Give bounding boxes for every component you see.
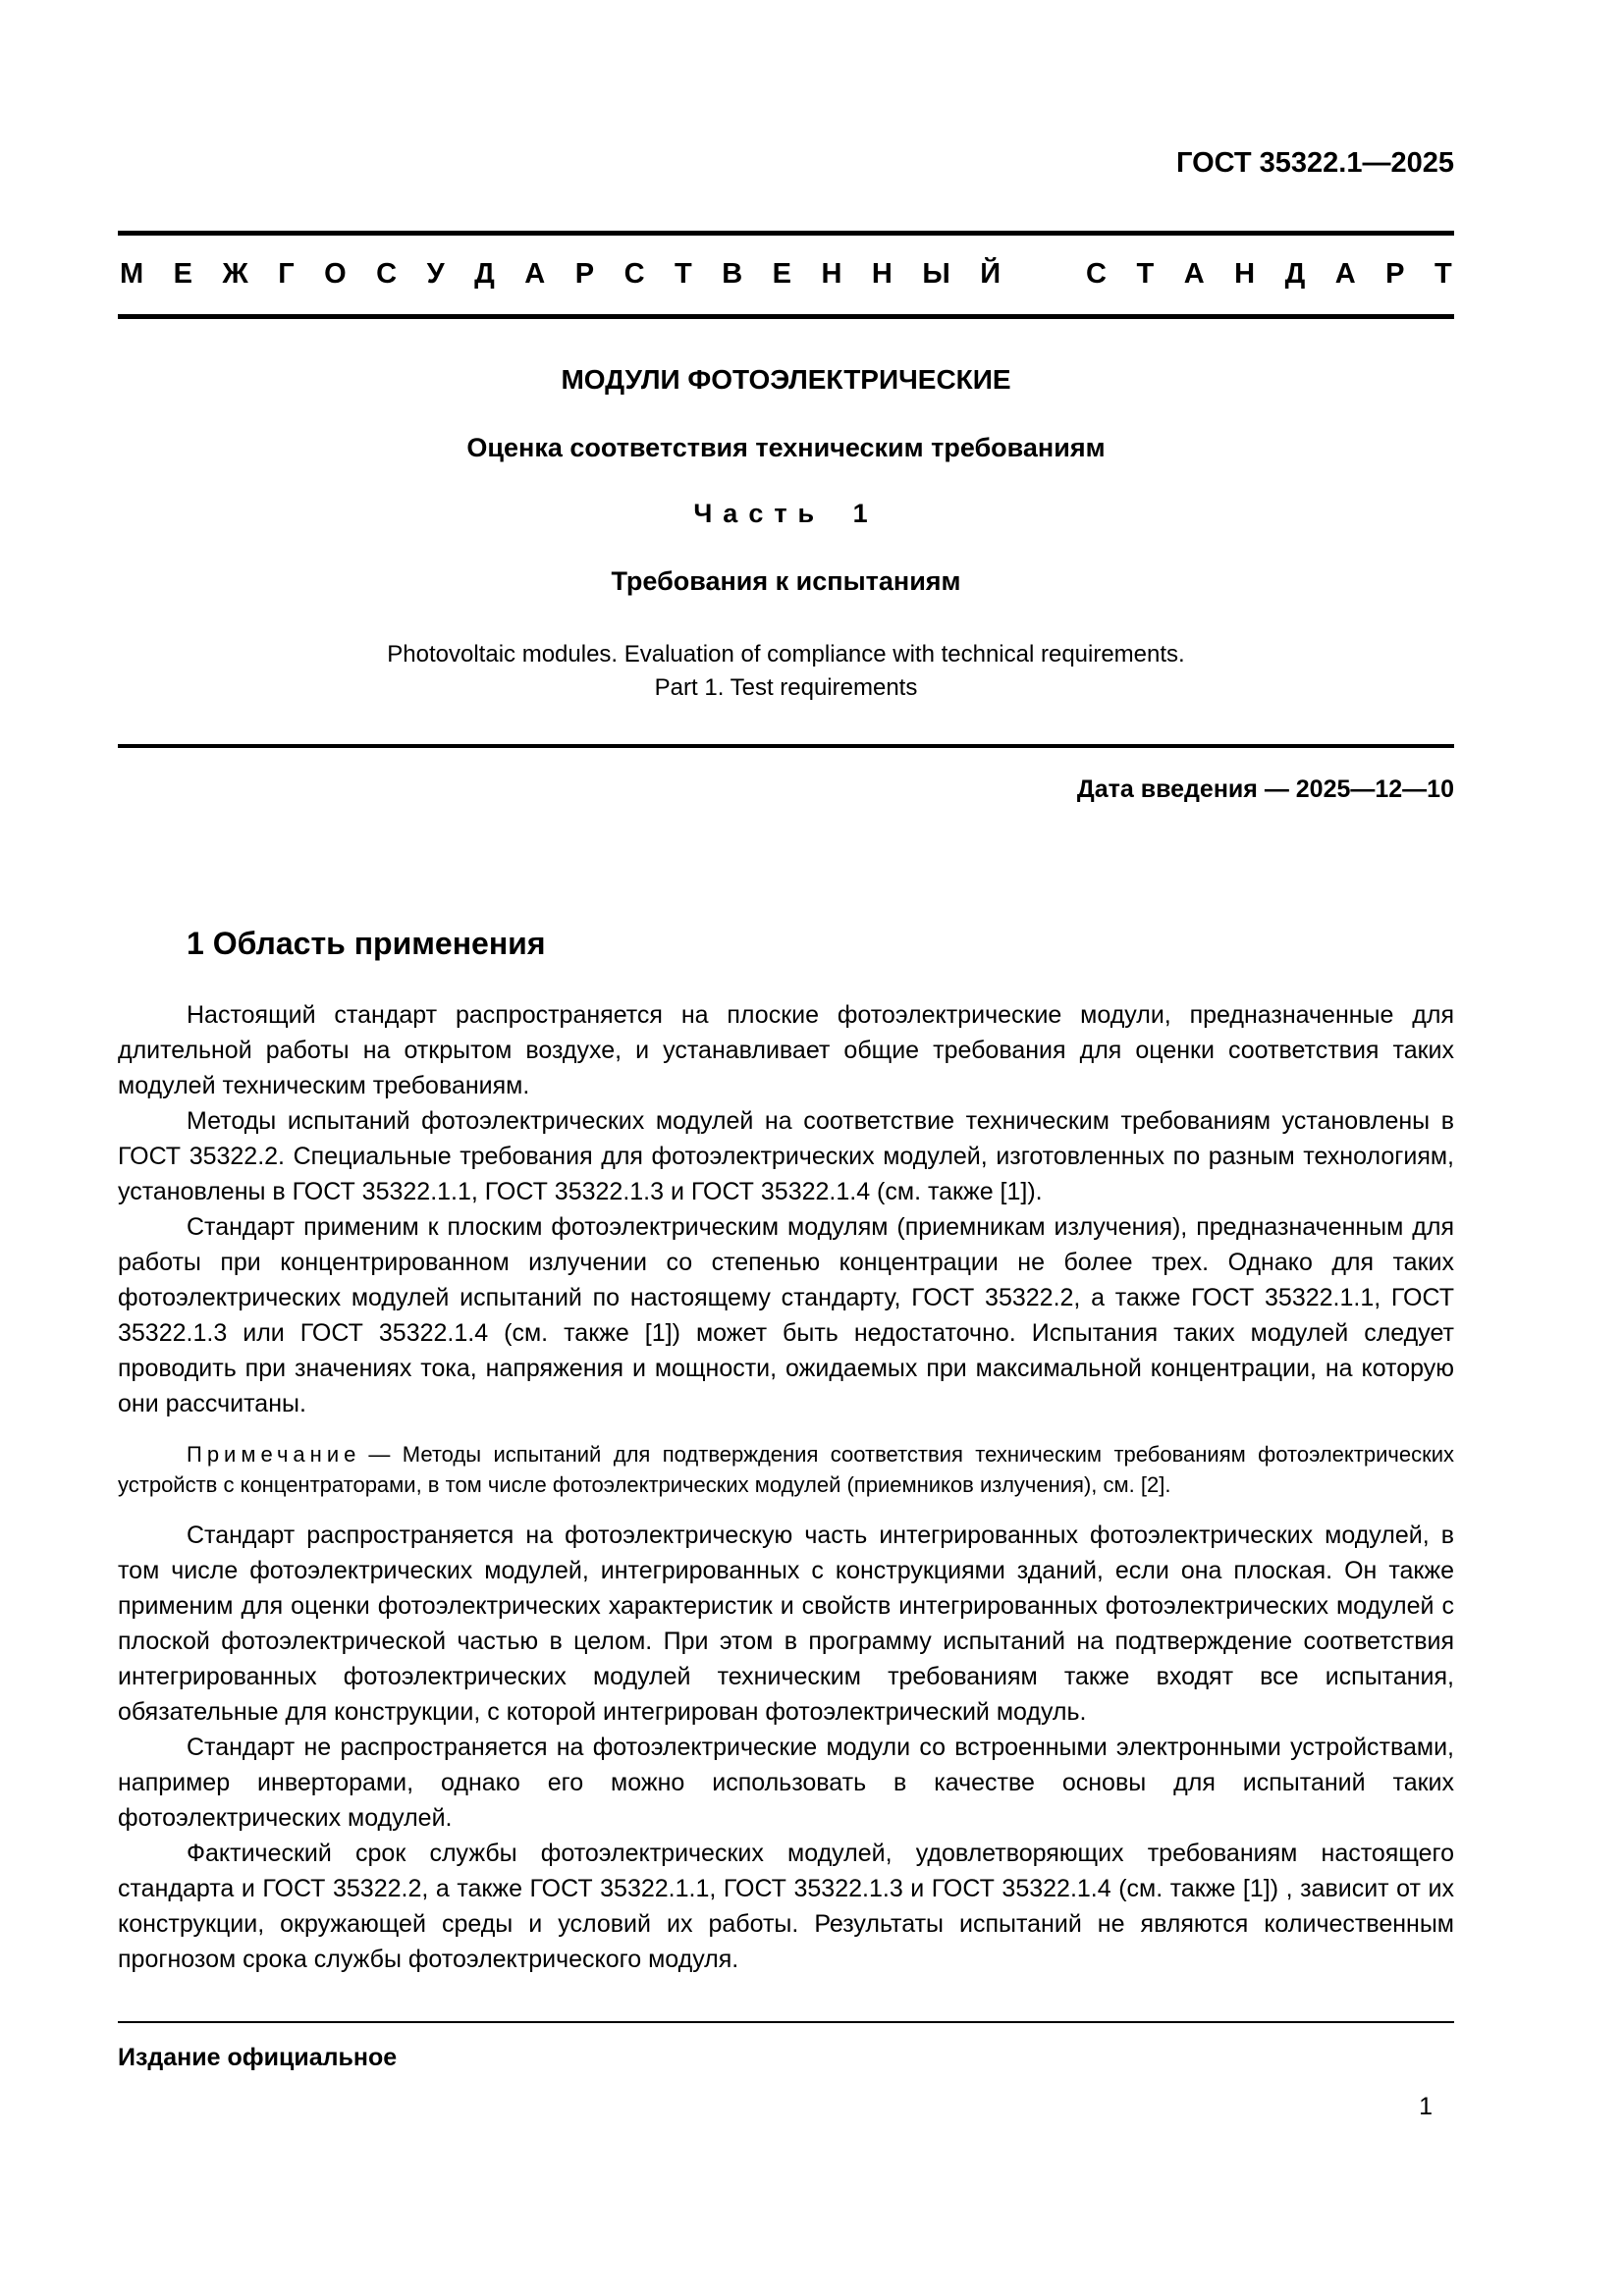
title-divider-rule [118, 744, 1454, 748]
paragraph: Фактический срок службы фотоэлектрических модулей, удовлетворяющих требованиям настоящего стандарта и ГОСТ 35322.2, а также ГОСТ 35322.1.1, ГОСТ 35322.1.3 и ГОСТ 35322.1.4 (см. также [1]) , зависит от их конструкции, окружающей среды и условий их работы. Результаты испытаний не являются количественным прогнозом срока службы фотоэлектрического модуля. [118, 1839, 1454, 1973]
note-label: Примечание [187, 1441, 361, 1467]
title-en-line2: Part 1. Test requirements [654, 673, 918, 701]
edition-note: Издание официальное [118, 2044, 398, 2071]
paragraph: Стандарт применим к плоским фотоэлектрическим модулям (приемникам излучения), предназначенным для работы при концентрированном излучении со степенью концентрации не более трех. Однако для таких фотоэлектрических модулей испытаний по настоящему стандарту, ГОСТ 35322.2, а также ГОСТ 35322.1.1, ГОСТ 35322.1.3 или ГОСТ 35322.1.4 (см. также [1]) может быть недостаточно. Испытания таких модулей следует проводить при значениях тока, напряжения и мощности, ожидаемых при максимальной концентрации, на которую они рассчитаны. [118, 1212, 1454, 1417]
note-text: — Методы испытаний для подтверждения соответствия техническим требованиям фотоэлектрических устройств с концентраторами, в том числе фотоэлектрических модулей (приемников излучения), см. [2]. [118, 1441, 1454, 1497]
part-title: Требования к испытаниям [611, 565, 961, 596]
title-en [118, 638, 1454, 705]
standard-type-band: М Е Ж Г О С У Д А Р С Т В Е Н Н Ы Й С Т А Н Д А Р Т [120, 258, 1452, 290]
section-1-body [118, 997, 1454, 1977]
paragraph: Стандарт распространяется на фотоэлектрическую часть интегрированных фотоэлектрических модулей, в том числе фотоэлектрических модулей, интегрированных с конструкциями зданий, если она плоская. Он также применим для оценки фотоэлектрических характеристик и свойств интегрированных фотоэлектрических модулей с плоской фотоэлектрической частью в целом. При этом в программу испытаний на подтверждение соответствия интегрированных фотоэлектрических модулей техническим требованиям также входят все испытания, обязательные для конструкции, с которой интегрирован фотоэлектрический модуль. [118, 1521, 1454, 1726]
note-paragraph [118, 1439, 1454, 1500]
effective-date: Дата введения — 2025—12—10 [1076, 774, 1454, 803]
doc-code: ГОСТ 35322.1—2025 [1176, 147, 1454, 179]
title-ru-main: МОДУЛИ ФОТОЭЛЕКТРИЧЕСКИЕ [561, 363, 1011, 395]
standard-type-banner [118, 231, 1454, 319]
section-1-heading: 1 Область применения [187, 925, 546, 961]
paragraph: Настоящий стандарт распространяется на плоские фотоэлектрические модули, предназначенные для длительной работы на открытом воздухе, и устанавливает общие требования для оценки соответствия таких модулей техническим требованиям. [118, 1000, 1454, 1099]
paragraph: Стандарт не распространяется на фотоэлектрические модули со встроенными электронными устройствами, например инверторами, однако его можно использовать в качестве основы для испытаний таких фотоэлектрических модулей. [118, 1733, 1454, 1832]
page-number: 1 [1419, 2093, 1433, 2120]
footer-rule [118, 2021, 1454, 2023]
title-en-line1: Photovoltaic modules. Evaluation of compliance with technical requirements. [387, 640, 1185, 667]
paragraph: Методы испытаний фотоэлектрических модулей на соответствие техническим требованиям установлены в ГОСТ 35322.2. Специальные требования для фотоэлектрических модулей, изготовленных по разным технологиям, установлены в ГОСТ 35322.1.1, ГОСТ 35322.1.3 и ГОСТ 35322.1.4 (см. также [1]). [118, 1106, 1454, 1205]
title-block [118, 364, 1454, 705]
title-ru-sub: Оценка соответствия техническим требованиям [466, 432, 1106, 462]
part-label: Часть 1 [693, 498, 879, 528]
